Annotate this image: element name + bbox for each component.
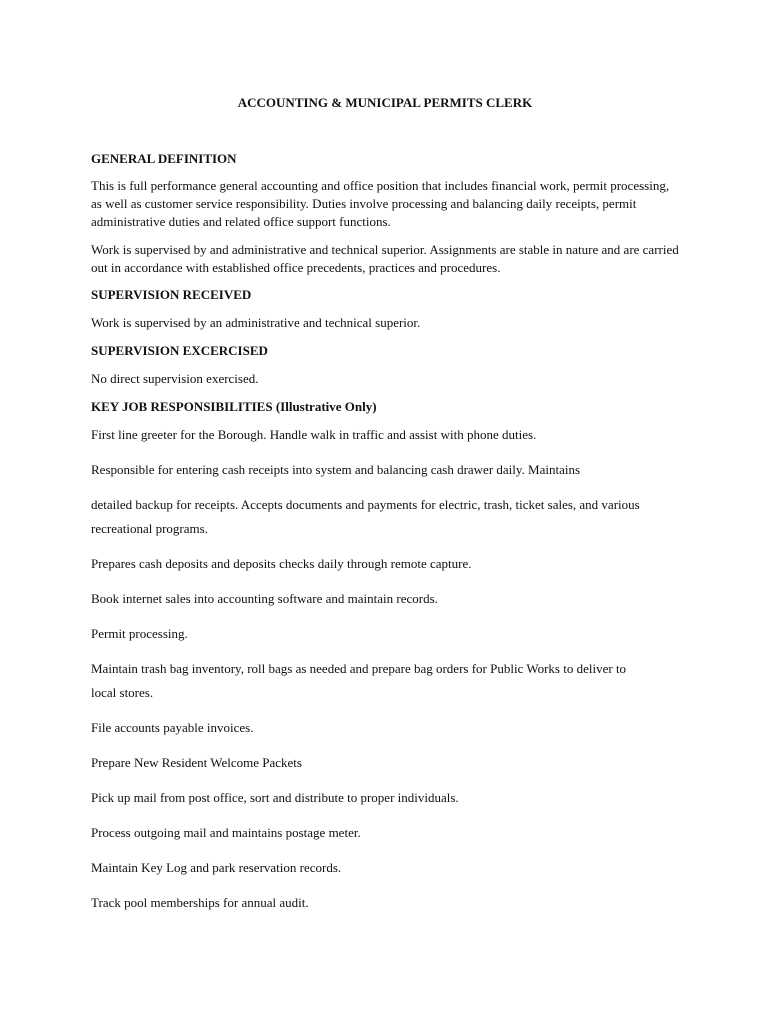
responsibility-line: File accounts payable invoices. — [91, 720, 254, 735]
responsibility-line: Book internet sales into accounting software and maintain records. — [91, 591, 438, 606]
supervision-exercised-heading: SUPERVISION EXCERCISED — [91, 343, 268, 358]
supervision-received-text: Work is supervised by an administrative and technical superior. — [91, 315, 421, 330]
responsibility-line: Permit processing. — [91, 626, 188, 641]
supervision-exercised-text: No direct supervision exercised. — [91, 371, 259, 386]
responsibility-line: Maintain trash bag inventory, roll bags as needed and prepare bag orders for Public Works to deliver to — [91, 661, 627, 676]
general-definition-paragraph-1: This is full performance general accounting and office position that includes financial work, permit processing, as well as customer service responsibility. Duties involve processing and balancing daily receipts, permit administrative duties and related office support functions. — [91, 178, 670, 229]
supervision-received-heading: SUPERVISION RECEIVED — [91, 287, 252, 302]
responsibility-line: recreational programs. — [91, 521, 208, 536]
responsibility-line: Process outgoing mail and maintains postage meter. — [91, 825, 361, 840]
general-definition-paragraph-2: Work is supervised by and administrative and technical superior. Assignments are stable in nature and are carried out in accordance with established office precedents, practices and procedures. — [91, 242, 679, 275]
responsibility-line: Track pool memberships for annual audit. — [91, 895, 309, 910]
responsibility-line: Prepares cash deposits and deposits checks daily through remote capture. — [91, 556, 472, 571]
responsibility-line: Pick up mail from post office, sort and distribute to proper individuals. — [91, 790, 459, 805]
responsibility-line: detailed backup for receipts. Accepts documents and payments for electric, trash, ticket sales, and various — [91, 497, 640, 512]
responsibility-line: local stores. — [91, 685, 154, 700]
document-title: ACCOUNTING & MUNICIPAL PERMITS CLERK — [237, 95, 533, 110]
responsibility-line: Responsible for entering cash receipts into system and balancing cash drawer daily. Maintains — [91, 462, 581, 477]
responsibility-line: Maintain Key Log and park reservation records. — [91, 860, 342, 875]
key-responsibilities-heading: KEY JOB RESPONSIBILITIES (Illustrative Only) — [91, 399, 377, 414]
responsibility-line: Prepare New Resident Welcome Packets — [91, 755, 302, 770]
general-definition-heading: GENERAL DEFINITION — [91, 151, 237, 166]
responsibility-line: First line greeter for the Borough. Handle walk in traffic and assist with phone duties. — [91, 427, 537, 442]
